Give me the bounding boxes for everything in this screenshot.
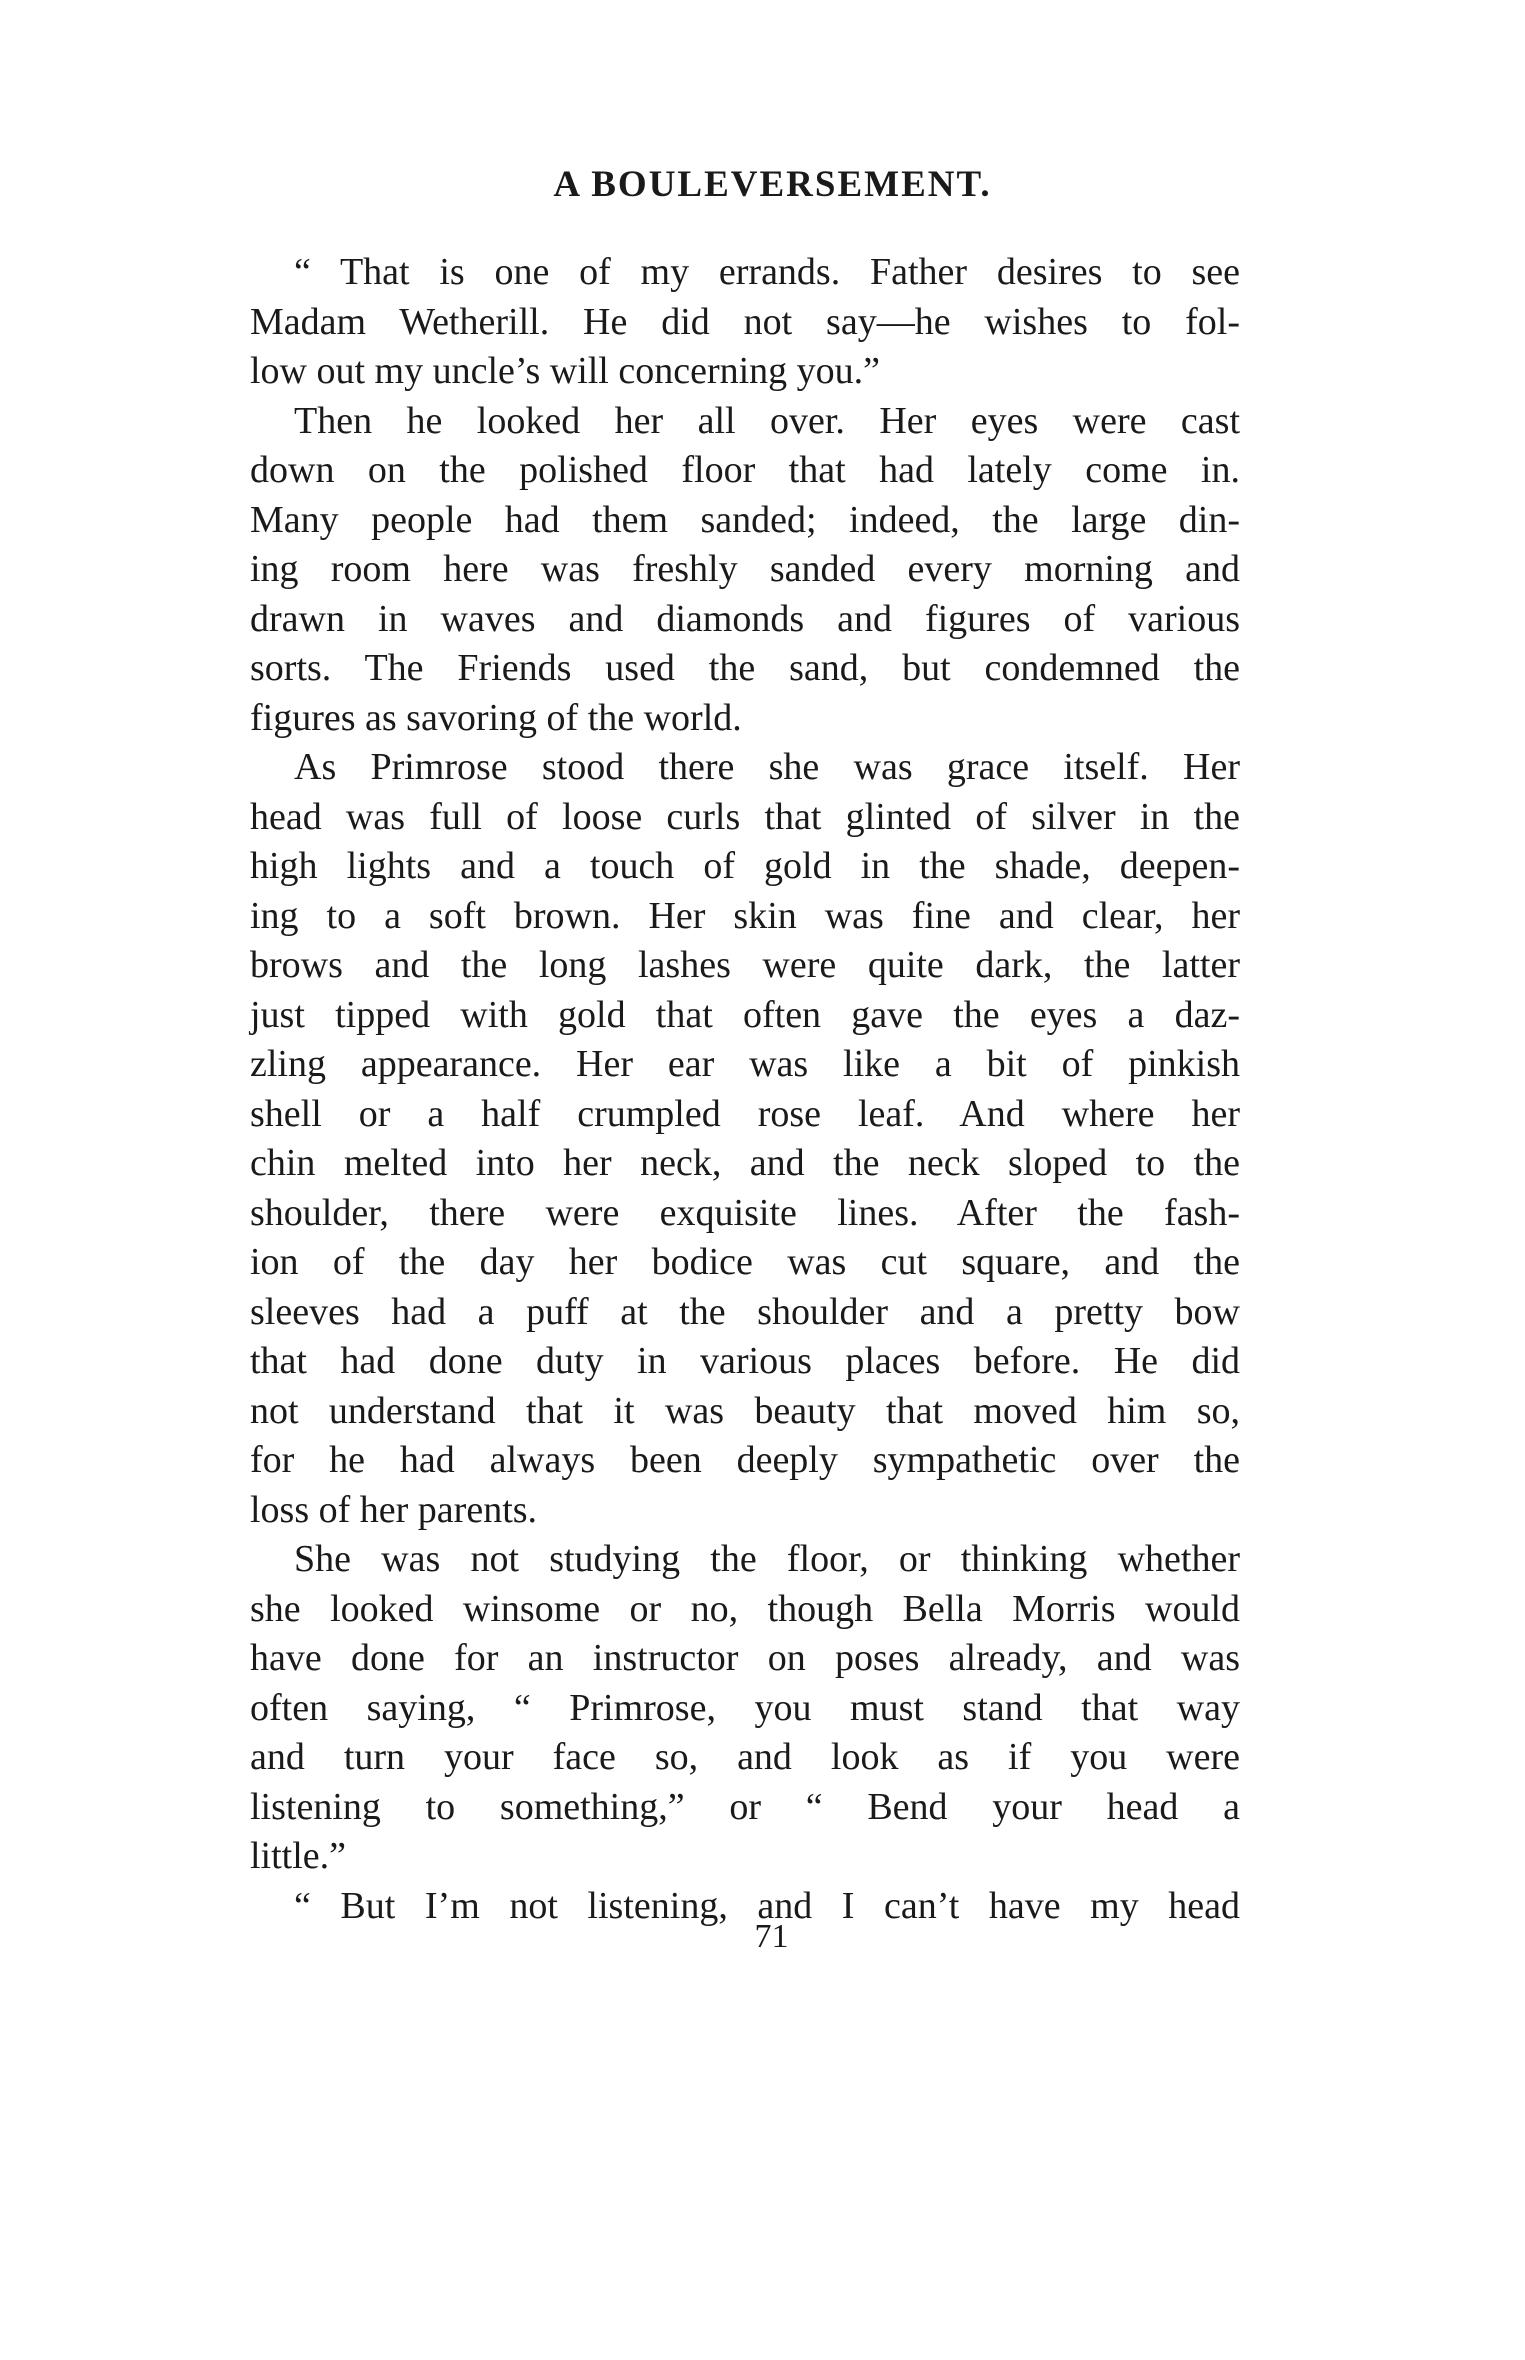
text-line: “ But I’m not listening, and I can’t have my head — [294, 1884, 1240, 1927]
text-line: She was not studying the floor, or thinking whether — [294, 1538, 1240, 1580]
text-line: high lights and a touch of gold in the shade, deepen- — [250, 845, 1240, 887]
page-number: 71 — [754, 1918, 789, 1955]
text-line: ion of the day her bodice was cut square, and the — [250, 1241, 1240, 1283]
text-line: brows and the long lashes were quite dark, the latter — [250, 944, 1240, 986]
text-line: low out my uncle’s will concerning you.” — [250, 350, 881, 392]
text-line: sorts. The Friends used the sand, but condemned the — [250, 647, 1240, 689]
text-line: sleeves had a puff at the shoulder and a pretty bow — [250, 1290, 1240, 1333]
text-line: As Primrose stood there she was grace itself. Her — [294, 746, 1240, 788]
text-line: chin melted into her neck, and the neck sloped to the — [250, 1142, 1240, 1184]
text-line: zling appearance. Her ear was like a bit of pinkish — [250, 1043, 1240, 1085]
text-line: just tipped with gold that often gave the eyes a daz- — [250, 993, 1240, 1036]
text-line: Many people had them sanded; indeed, the large din- — [250, 498, 1240, 541]
text-line: not understand that it was beauty that moved him so, — [250, 1389, 1240, 1432]
text-line: often saying, “ Primrose, you must stand that way — [250, 1686, 1240, 1729]
text-line: for he had always been deeply sympathetic over the — [250, 1439, 1240, 1481]
body-text — [250, 248, 1240, 1931]
running-head: A BOULEVERSEMENT. — [553, 164, 992, 205]
text-line: that had done duty in various places before. He did — [250, 1340, 1240, 1382]
text-line: Then he looked her all over. Her eyes were cast — [294, 399, 1240, 442]
text-line: shoulder, there were exquisite lines. After the fash- — [250, 1191, 1240, 1234]
text-line: figures as savoring of the world. — [250, 696, 742, 739]
text-line: ing room here was freshly sanded every morning and — [250, 548, 1240, 590]
text-line: and turn your face so, and look as if you were — [250, 1736, 1240, 1778]
text-line: ing to a soft brown. Her skin was fine and clear, her — [250, 894, 1240, 937]
text-line: she looked winsome or no, though Bella Morris would — [250, 1587, 1240, 1630]
text-line: Madam Wetherill. He did not say—he wishes to fol- — [250, 300, 1240, 343]
text-line: head was full of loose curls that glinted of silver in the — [250, 795, 1240, 838]
text-line: down on the polished floor that had lately come in. — [250, 449, 1240, 491]
text-line: have done for an instructor on poses already, and was — [250, 1637, 1240, 1679]
text-line: shell or a half crumpled rose leaf. And where her — [250, 1092, 1240, 1135]
text-line: listening to something,” or “ Bend your head a — [250, 1785, 1240, 1828]
text-line: “ That is one of my errands. Father desires to see — [294, 251, 1240, 293]
text-line: drawn in waves and diamonds and figures of various — [250, 597, 1240, 640]
text-line: little.” — [250, 1835, 347, 1877]
text-line: loss of her parents. — [250, 1488, 538, 1531]
